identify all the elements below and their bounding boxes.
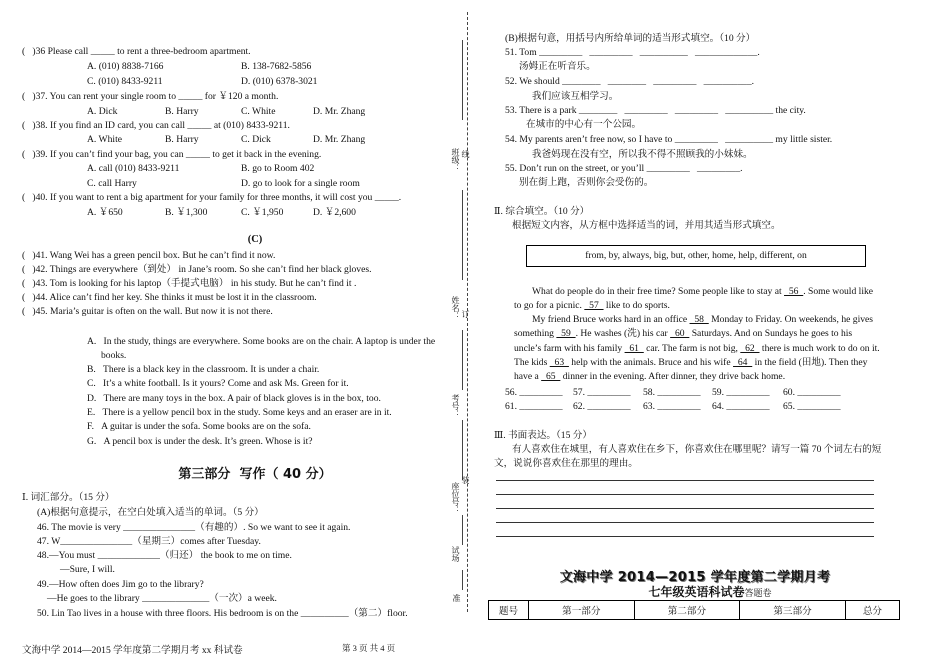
question-55: 55. Don’t run on the street, or you’ll _________ _________. (505, 163, 743, 174)
writing-line[interactable] (496, 536, 874, 537)
passage-line (532, 314, 873, 326)
answer-56[interactable]: 56. _________ (505, 387, 563, 398)
passage-text: help with the animals. Bruce and his wife (568, 357, 734, 368)
question-36-option-d: D. (010) 6378-3021 (241, 76, 318, 87)
score-cell-question-no: 题号 (489, 601, 529, 620)
answer-58[interactable]: 58. _________ (643, 387, 701, 398)
passage-text: something (514, 328, 557, 339)
question-47: 47. W_______________（星期三）comes after Tuesday. (37, 536, 261, 547)
question-39-option-d: D. go to look for a single room (241, 178, 360, 189)
writing-section-title: Ⅲ. 书面表达。（15 分） (494, 430, 592, 441)
part-c-title: (C) (247, 234, 263, 245)
writing-prompt-line1: 有人喜欢住在城里，有人喜欢住在乡下，你喜欢住在哪里呢？请写一篇 70 个词左右的短 (512, 444, 882, 455)
passage-text: What do people do in their free time? Some people like to stay at (532, 286, 785, 297)
question-36-stem: ( )36 Please call _____ to rent a three-bedroom apartment. (22, 46, 251, 57)
writing-line[interactable] (496, 480, 874, 481)
binding-rule (462, 330, 463, 390)
passage-line (514, 300, 670, 312)
question-39-option-c: C. call Harry (87, 178, 137, 189)
question-52-chinese: 我们应该互相学习。 (532, 91, 619, 102)
binding-rule (462, 570, 463, 590)
line-label: 线 (461, 150, 470, 158)
blank-65: 65 (541, 371, 561, 382)
cloze-instruction: 根据短文内容，从方框中选择适当的词，并用其适当形式填空。 (512, 220, 781, 231)
statement-45: ( )45. Maria’s guitar is often on the wall. But now it is not there. (22, 306, 273, 317)
blank-58: 58 (689, 314, 709, 325)
question-53: 53. There is a park ________ _________ _________ __________ the city. (505, 105, 806, 116)
statement-42: ( )42. Things are everywhere（到处） in Jane’s room. So she can’t find her black gloves. (22, 264, 372, 275)
name-label: 姓名： (451, 296, 460, 320)
question-37-stem: ( )37. You can rent your single room to _____ for ￥120 a month. (22, 91, 279, 102)
score-cell-part2: 第二部分 (634, 601, 740, 620)
passage-text: car. The farm is not big, (643, 343, 741, 354)
exam-room-label: 试场 (451, 546, 460, 562)
passage-text: to go for a picnic. (514, 300, 585, 311)
question-40-option-a: A. ￥650 (87, 207, 123, 218)
blank-62: 62 (740, 343, 760, 354)
question-39-stem: ( )39. If you can’t find your bag, you can _____ to get it back in the evening. (22, 149, 322, 160)
question-39-option-a: A. call (010) 8433-9211 (87, 163, 180, 174)
passage-line (514, 371, 785, 383)
answer-61[interactable]: 61. _________ (505, 401, 563, 412)
question-38-stem: ( )38. If you find an ID card, you can call _____ at (010) 8433-9211. (22, 120, 290, 131)
footer-title: 文海中学 2014—2015 学年度第二学期月考 xx 科试卷 (22, 645, 243, 656)
question-50: 50. Lin Tao lives in a house with three floors. His bedroom is on the __________（第二）floor. (37, 608, 408, 619)
score-cell-part1: 第一部分 (529, 601, 635, 620)
blank-57: 57 (584, 300, 604, 311)
question-36-option-a: A. (010) 8838-7166 (87, 61, 164, 72)
question-48-line1: 48.—You must _____________（归还） the book to me on time. (37, 550, 292, 561)
number-label: 考号： (451, 394, 460, 418)
question-54-chinese: 我爸妈现在没有空，所以我不得不照顾我的小妹妹。 (532, 149, 753, 160)
blank-64: 64 (733, 357, 753, 368)
question-52: 52. We should ________ ________ _________ __________. (505, 76, 755, 87)
answer-sheet-label: 答题卷 (744, 588, 772, 598)
score-table (488, 600, 900, 620)
seat-label: 座位号： (451, 482, 460, 514)
passage-text: like to do sports. (603, 300, 670, 311)
exam-header-subtitle (620, 585, 800, 601)
answer-59[interactable]: 59. _________ (712, 387, 770, 398)
option-b: B. There is a black key in the classroom. It is under a chair. (87, 364, 320, 375)
vocab-a-instruction: (A)根据句意提示，在空白处填入适当的单词。（5 分） (37, 507, 264, 518)
vocab-b-instruction: (B)根据句意，用括号内所给单词的适当形式填空。（10 分） (505, 33, 756, 44)
answer-62[interactable]: 62. _________ (573, 401, 631, 412)
vocab-section-title: Ⅰ. 词汇部分。（15 分） (22, 492, 115, 503)
writing-line[interactable] (496, 522, 874, 523)
part3-title: 第三部分 写作（ 40 分） (178, 467, 332, 482)
exam-subject: 七年级英语科试卷 (648, 585, 745, 599)
question-38-option-a: A. White (87, 134, 122, 145)
question-37-option-d: D. Mr. Zhang (313, 106, 366, 117)
passage-text: uncle’s farm with his family (514, 343, 625, 354)
passage-text: have a (514, 371, 542, 382)
question-49-line2: —He goes to the library ______________（一次）a week. (47, 593, 277, 604)
writing-line[interactable] (496, 508, 874, 509)
question-53-chinese: 在城市的中心有一个公园。 (526, 119, 642, 130)
option-d: D. There are many toys in the box. A pair of black gloves is in the box, too. (87, 393, 381, 404)
question-38-option-b: B. Harry (165, 134, 199, 145)
passage-text: Saturdays. And on Sundays he goes to his (689, 328, 853, 339)
passage-line (514, 357, 867, 369)
blank-56: 56 (784, 286, 804, 297)
passage-line (514, 328, 852, 340)
passage-text: The kids (514, 357, 550, 368)
answer-63[interactable]: 63. _________ (643, 401, 701, 412)
option-g: G. A pencil box is under the desk. It’s green. Whose is it? (87, 436, 313, 447)
question-40-option-d: D. ￥2,600 (313, 207, 356, 218)
option-a-line2: books. (101, 350, 127, 361)
statement-41: ( )41. Wang Wei has a green pencil box. But he can’t find it now. (22, 250, 276, 261)
question-51: 51. Tom _________ _________ __________ _____________. (505, 47, 760, 58)
question-37-option-c: C. White (241, 106, 276, 117)
question-36-option-b: B. 138-7682-5856 (241, 61, 312, 72)
class-label: 班级： (451, 148, 460, 172)
passage-text: dinner in the evening. After dinner, they drive back home. (560, 371, 786, 382)
option-a-line1: A. In the study, things are everywhere. Some books are on the chair. A laptop is under the (87, 336, 436, 347)
passage-text: in the field (田地). Then they (752, 357, 868, 368)
question-46: 46. The movie is very _______________（有趣的）. So we want to see it again. (37, 522, 351, 533)
passage-text: there is much work to do on it. (759, 343, 880, 354)
passage-text: . He washes (洗) his car (575, 328, 671, 339)
bind-label: 装 (461, 476, 470, 484)
score-cell-part3: 第三部分 (740, 601, 846, 620)
statement-44: ( )44. Alice can’t find her key. She thinks it must be lost it in the classroom. (22, 292, 317, 303)
passage-line (514, 343, 880, 355)
blank-63: 63 (549, 357, 569, 368)
question-40-stem: ( )40. If you want to rent a big apartment for your family for three months, it will cost you _____. (22, 192, 402, 203)
binding-rule (462, 40, 463, 120)
statement-43: ( )43. Tom is looking for his laptop（手提式电脑） in his study. But he can’t find it . (22, 278, 357, 289)
cloze-section-title: Ⅱ. 综合填空。（10 分） (494, 206, 590, 217)
answer-60[interactable]: 60. _________ (783, 387, 841, 398)
option-e: E. There is a yellow pencil box in the study. Some keys and an eraser are in it. (87, 407, 392, 418)
writing-line[interactable] (496, 494, 874, 495)
writing-prompt-line2: 文，说说你喜欢住在那里的理由。 (494, 458, 638, 469)
exam-header-title: 文海中学 2014—2015 学年度第二学期月考 (559, 570, 831, 585)
blank-59: 59 (556, 328, 576, 339)
footer-page-number: 第 3 页 共 4 页 (342, 643, 396, 653)
binding-rule (462, 515, 463, 545)
option-f: F. A guitar is under the sofa. Some books are on the sofa. (87, 421, 311, 432)
binding-rule (462, 190, 463, 280)
score-cell-total: 总分 (845, 601, 899, 620)
question-49-line1: 49.—How often does Jim go to the library? (37, 579, 204, 590)
passage-text: My friend Bruce works hard in an office (532, 314, 690, 325)
answer-65[interactable]: 65. _________ (783, 401, 841, 412)
answer-57[interactable]: 57. _________ (573, 387, 631, 398)
seal-label: 订 (461, 310, 470, 318)
question-37-option-a: A. Dick (87, 106, 118, 117)
binding-rule (462, 420, 463, 480)
question-40-option-b: B. ￥1,300 (165, 207, 208, 218)
question-36-option-c: C. (010) 8433-9211 (87, 76, 163, 87)
score-table-header-row (489, 601, 900, 620)
answer-64[interactable]: 64. _________ (712, 401, 770, 412)
passage-line (532, 286, 873, 298)
question-51-chinese: 汤姆正在听音乐。 (519, 61, 596, 72)
option-c: C. It’s a white football. Is it yours? Come and ask Ms. Green for it. (87, 378, 349, 389)
question-38-option-d: D. Mr. Zhang (313, 134, 366, 145)
word-box: from, by, always, big, but, other, home, help, different, on (526, 245, 866, 267)
question-55-chinese: 别在街上跑，否则你会受伤的。 (519, 177, 654, 188)
blank-61: 61 (624, 343, 644, 354)
question-38-option-c: C. Dick (241, 134, 271, 145)
question-48-line2: —Sure, I will. (60, 564, 115, 575)
question-37-option-b: B. Harry (165, 106, 199, 117)
question-40-option-c: C. ￥1,950 (241, 207, 284, 218)
question-54: 54. My parents aren’t free now, so I have to _________ __________ my little sister. (505, 134, 833, 145)
passage-text: . Some would like (803, 286, 874, 297)
question-39-option-b: B. go to Room 402 (241, 163, 315, 174)
bottom-char: 准 (452, 594, 461, 602)
blank-60: 60 (670, 328, 690, 339)
passage-text: Monday to Friday. On weekends, he gives (708, 314, 874, 325)
